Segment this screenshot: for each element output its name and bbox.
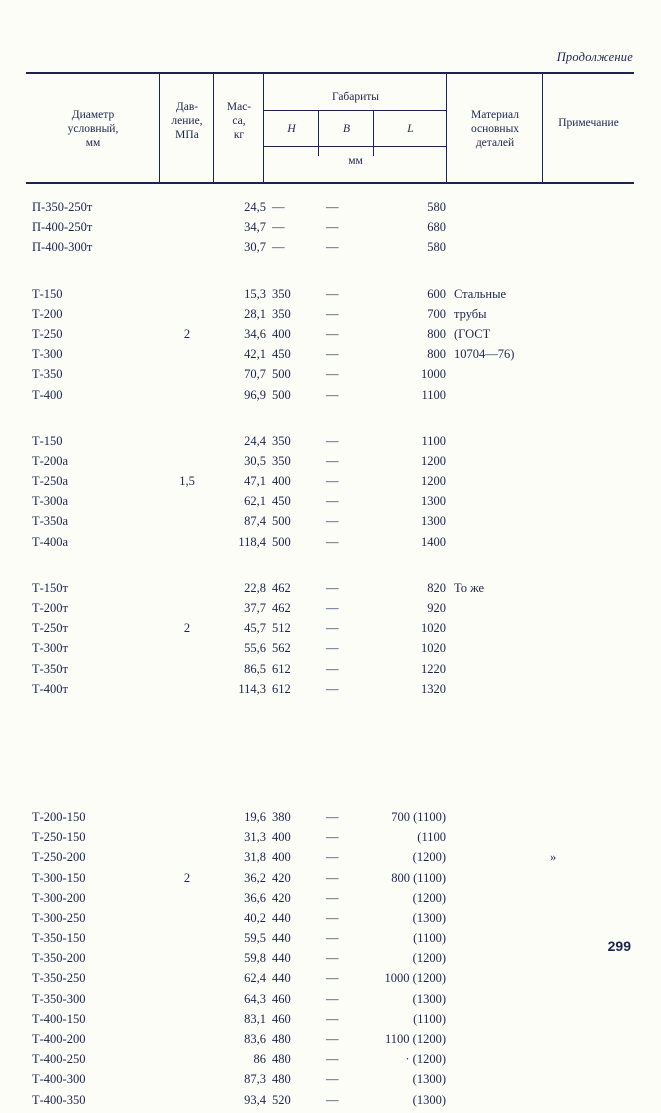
cell-diameter: Т-300-250 xyxy=(32,910,86,925)
cell-mass: 34,7 xyxy=(244,220,266,235)
continuation-label: Продолжение xyxy=(556,50,633,64)
cell-mass: 83,1 xyxy=(244,1011,266,1026)
cell-l: 700 xyxy=(427,306,446,321)
cell-b: — xyxy=(326,494,339,509)
cell-diameter: П-400-300т xyxy=(32,240,93,255)
cell-mass: 83,6 xyxy=(244,1032,266,1046)
table-row xyxy=(26,347,634,367)
cell-mass: 15,3 xyxy=(244,286,266,301)
cell-b: — xyxy=(326,387,339,402)
cell-h: 460 xyxy=(272,991,291,1006)
cell-h: 462 xyxy=(272,580,291,595)
cell-l: 580 xyxy=(427,240,446,255)
cell-l: (1200) xyxy=(412,850,446,865)
header-material: Материал основных деталей xyxy=(470,109,520,150)
cell-diameter: Т-250-150 xyxy=(32,830,86,845)
table-row xyxy=(26,911,634,931)
row-group xyxy=(26,810,634,1113)
spacer xyxy=(26,702,634,810)
cell-l: 920 xyxy=(427,601,446,615)
table-row xyxy=(26,621,634,641)
cell-mass: 96,9 xyxy=(244,387,266,402)
cell-l: 700 (1100) xyxy=(391,809,446,824)
cell-b: — xyxy=(326,474,339,489)
cell-h: 500 xyxy=(272,367,291,382)
cell-l: 1300 xyxy=(421,514,446,529)
cell-h: 440 xyxy=(272,951,291,966)
cell-mass: 93,4 xyxy=(244,1092,266,1107)
cell-material: 10704—76) xyxy=(454,347,515,362)
cell-l: 800 (1100) xyxy=(391,870,446,885)
table-row xyxy=(26,514,634,534)
cell-l: 1200 xyxy=(421,474,446,489)
cell-h: 520 xyxy=(272,1092,291,1107)
spacer xyxy=(26,408,634,434)
cell-diameter: Т-300-150 xyxy=(32,870,86,885)
cell-b: — xyxy=(326,681,339,696)
cell-mass: 22,8 xyxy=(244,580,266,595)
table-row xyxy=(26,1093,634,1113)
cell-l: 1000 (1200) xyxy=(384,971,446,986)
cell-b: — xyxy=(326,621,339,636)
cell-l: 1220 xyxy=(421,661,446,676)
header-units: мм xyxy=(348,155,363,167)
header-mass: Мас- са, кг xyxy=(226,101,252,142)
cell-h: 420 xyxy=(272,890,291,905)
cell-diameter: Т-400-150 xyxy=(32,1011,86,1026)
cell-h: 512 xyxy=(272,621,291,636)
cell-b: — xyxy=(326,890,339,905)
table-row xyxy=(26,1012,634,1032)
table-row xyxy=(26,454,634,474)
cell-mass: 31,3 xyxy=(244,830,266,845)
table-row xyxy=(26,1072,634,1092)
cell-mass: 37,7 xyxy=(244,601,266,615)
cell-h: 500 xyxy=(272,534,291,549)
cell-h: 450 xyxy=(272,494,291,509)
row-group xyxy=(26,287,634,408)
table-body xyxy=(26,184,634,1113)
table-row xyxy=(26,601,634,621)
cell-diameter: Т-150т xyxy=(32,580,69,595)
cell-l: 600 xyxy=(427,286,446,301)
table-row xyxy=(26,850,634,870)
cell-h: — xyxy=(272,220,285,235)
cell-l: 1020 xyxy=(421,641,446,656)
header-h: H xyxy=(287,123,296,135)
cell-b: — xyxy=(326,580,339,595)
cell-h: 500 xyxy=(272,387,291,402)
cell-b: — xyxy=(326,1032,339,1046)
cell-diameter: П-350-250т xyxy=(32,200,93,214)
cell-l: 1100 (1200) xyxy=(385,1032,446,1046)
cell-diameter: Т-300т xyxy=(32,641,69,656)
table-header xyxy=(26,72,634,184)
cell-mass: 86,5 xyxy=(244,661,266,676)
header-note: Примечание xyxy=(558,117,619,129)
spacer xyxy=(26,184,634,200)
cell-b: — xyxy=(326,951,339,966)
cell-l: (1100) xyxy=(413,1011,446,1026)
cell-h: 400 xyxy=(272,830,291,845)
cell-diameter: Т-350-200 xyxy=(32,951,86,966)
cell-h: 480 xyxy=(272,1072,291,1087)
cell-material: Стальные xyxy=(454,286,507,301)
header-l: L xyxy=(407,123,414,135)
cell-b: — xyxy=(326,514,339,529)
cell-mass: 62,1 xyxy=(244,494,266,509)
header-divider xyxy=(264,146,447,147)
cell-diameter: Т-200 xyxy=(32,306,63,321)
cell-l: (1100 xyxy=(417,830,446,845)
cell-b: — xyxy=(326,830,339,845)
spacer xyxy=(26,555,634,581)
row-group xyxy=(26,200,634,261)
table-row xyxy=(26,474,634,494)
cell-diameter: Т-400т xyxy=(32,681,69,696)
cell-b: — xyxy=(326,661,339,676)
cell-l: (1100) xyxy=(413,931,446,946)
cell-mass: 87,4 xyxy=(244,514,266,529)
cell-b: — xyxy=(326,991,339,1006)
cell-diameter: Т-400а xyxy=(32,534,69,549)
cell-b: — xyxy=(326,326,339,341)
cell-h: 480 xyxy=(272,1052,291,1067)
cell-b: — xyxy=(326,286,339,301)
cell-b: — xyxy=(326,1072,339,1087)
cell-b: — xyxy=(326,1052,339,1067)
table-row xyxy=(26,951,634,971)
cell-l: 1000 xyxy=(421,367,446,382)
cell-diameter: Т-350 xyxy=(32,367,63,382)
cell-mass: 114,3 xyxy=(238,681,266,696)
header-pressure: Дав- ление, МПа xyxy=(171,101,203,142)
table-row xyxy=(26,581,634,601)
cell-h: 612 xyxy=(272,661,291,676)
cell-diameter: Т-350т xyxy=(32,661,69,676)
cell-diameter: Т-400-200 xyxy=(32,1032,86,1046)
cell-h: 400 xyxy=(272,850,291,865)
cell-h: 350 xyxy=(272,286,291,301)
table-row xyxy=(26,220,634,240)
cell-l: · (1200) xyxy=(405,1052,446,1067)
cell-diameter: Т-300а xyxy=(32,494,69,509)
cell-mass: 28,1 xyxy=(244,306,266,321)
cell-diameter: Т-350-250 xyxy=(32,971,86,986)
cell-h: 500 xyxy=(272,514,291,529)
cell-diameter: Т-400-250 xyxy=(32,1052,86,1067)
cell-mass: 30,5 xyxy=(244,453,266,468)
cell-l: 800 xyxy=(427,347,446,362)
header-divider xyxy=(264,110,447,111)
cell-l: (1300) xyxy=(412,991,446,1006)
cell-mass: 40,2 xyxy=(244,910,266,925)
table-row xyxy=(26,662,634,682)
cell-mass: 47,1 xyxy=(244,474,266,489)
header-dimensions: Габариты xyxy=(331,91,380,103)
cell-diameter: Т-350а xyxy=(32,514,69,529)
cell-h: 380 xyxy=(272,809,291,824)
cell-b: — xyxy=(326,306,339,321)
cell-h: 350 xyxy=(272,306,291,321)
table-row xyxy=(26,287,634,307)
spacer xyxy=(26,261,634,287)
header-b: B xyxy=(342,123,351,135)
cell-pressure: 1,5 xyxy=(179,474,195,489)
cell-b: — xyxy=(326,850,339,865)
cell-pressure: 2 xyxy=(183,326,191,341)
cell-mass: 62,4 xyxy=(244,971,266,986)
cell-b: — xyxy=(326,453,339,468)
cell-l: (1300) xyxy=(412,1092,446,1107)
table-row xyxy=(26,830,634,850)
cell-pressure: 2 xyxy=(183,621,191,636)
cell-mass: 34,6 xyxy=(244,326,266,341)
table-row xyxy=(26,931,634,951)
table-row xyxy=(26,535,634,555)
cell-l: 1400 xyxy=(421,534,446,549)
cell-diameter: Т-250-200 xyxy=(32,850,86,865)
cell-mass: 30,7 xyxy=(244,240,266,255)
cell-l: (1300) xyxy=(412,910,446,925)
cell-h: 462 xyxy=(272,601,291,615)
table-row xyxy=(26,810,634,830)
cell-l: 1300 xyxy=(421,494,446,509)
cell-l: 1100 xyxy=(421,433,446,448)
cell-diameter: Т-200а xyxy=(32,453,69,468)
cell-h: 562 xyxy=(272,641,291,656)
cell-mass: 42,1 xyxy=(244,347,266,362)
table-row xyxy=(26,200,634,220)
table-row xyxy=(26,992,634,1012)
cell-l: 680 xyxy=(427,220,446,235)
cell-mass: 36,6 xyxy=(244,890,266,905)
cell-mass: 59,5 xyxy=(244,931,266,946)
cell-b: — xyxy=(326,534,339,549)
cell-h: 612 xyxy=(272,681,291,696)
cell-b: — xyxy=(326,220,339,235)
cell-diameter: Т-300 xyxy=(32,347,63,362)
table-row xyxy=(26,367,634,387)
cell-l: (1200) xyxy=(412,890,446,905)
cell-b: — xyxy=(326,433,339,448)
table-row xyxy=(26,1052,634,1072)
cell-l: 580 xyxy=(427,200,446,214)
cell-diameter: Т-400-300 xyxy=(32,1072,86,1087)
cell-mass: 55,6 xyxy=(244,641,266,656)
cell-l: 1320 xyxy=(421,681,446,696)
cell-note: » xyxy=(550,850,557,865)
cell-b: — xyxy=(326,1011,339,1026)
table-row xyxy=(26,1032,634,1052)
cell-h: 400 xyxy=(272,326,291,341)
header-diameter: Диаметр условный, мм xyxy=(67,109,119,150)
cell-diameter: Т-400 xyxy=(32,387,63,402)
table-row xyxy=(26,871,634,891)
table-row xyxy=(26,307,634,327)
cell-h: — xyxy=(272,200,285,214)
cell-b: — xyxy=(326,347,339,362)
cell-mass: 87,3 xyxy=(244,1072,266,1087)
cell-mass: 36,2 xyxy=(244,870,266,885)
cell-b: — xyxy=(326,1092,339,1107)
cell-h: — xyxy=(272,240,285,255)
cell-h: 460 xyxy=(272,1011,291,1026)
table-row xyxy=(26,971,634,991)
cell-l: 1200 xyxy=(421,453,446,468)
cell-mass: 59,8 xyxy=(244,951,266,966)
cell-b: — xyxy=(326,367,339,382)
cell-b: — xyxy=(326,641,339,656)
cell-diameter: Т-350-300 xyxy=(32,991,86,1006)
cell-l: 800 xyxy=(427,326,446,341)
cell-diameter: Т-150 xyxy=(32,433,63,448)
cell-mass: 86 xyxy=(253,1052,266,1067)
cell-diameter: Т-200т xyxy=(32,601,69,615)
specification-table xyxy=(26,72,634,1113)
cell-diameter: Т-400-350 xyxy=(32,1092,86,1107)
cell-diameter: Т-250 xyxy=(32,326,63,341)
cell-h: 440 xyxy=(272,971,291,986)
cell-h: 400 xyxy=(272,474,291,489)
cell-l: 1100 xyxy=(421,387,446,402)
cell-b: — xyxy=(326,931,339,946)
row-group xyxy=(26,434,634,555)
table-row xyxy=(26,434,634,454)
cell-h: 480 xyxy=(272,1032,291,1046)
cell-mass: 45,7 xyxy=(244,621,266,636)
cell-l: 1020 xyxy=(421,621,446,636)
cell-mass: 70,7 xyxy=(244,367,266,382)
cell-h: 440 xyxy=(272,931,291,946)
cell-h: 350 xyxy=(272,433,291,448)
table-row xyxy=(26,494,634,514)
table-row xyxy=(26,682,634,702)
cell-h: 440 xyxy=(272,910,291,925)
cell-material: трубы xyxy=(454,306,487,321)
cell-h: 450 xyxy=(272,347,291,362)
cell-diameter: Т-200-150 xyxy=(32,809,86,824)
cell-h: 420 xyxy=(272,870,291,885)
cell-l: (1200) xyxy=(412,951,446,966)
cell-diameter: Т-250а xyxy=(32,474,69,489)
cell-pressure: 2 xyxy=(183,870,191,885)
cell-material: (ГОСТ xyxy=(454,326,491,341)
cell-mass: 64,3 xyxy=(244,991,266,1006)
row-group xyxy=(26,581,634,702)
cell-b: — xyxy=(326,200,339,214)
table-row xyxy=(26,641,634,661)
cell-mass: 118,4 xyxy=(238,534,266,549)
cell-mass: 31,8 xyxy=(244,850,266,865)
cell-b: — xyxy=(326,870,339,885)
cell-diameter: Т-300-200 xyxy=(32,890,86,905)
cell-mass: 24,5 xyxy=(244,200,266,214)
cell-b: — xyxy=(326,910,339,925)
table-row xyxy=(26,891,634,911)
page-number: 299 xyxy=(607,938,631,954)
cell-diameter: Т-150 xyxy=(32,286,63,301)
cell-b: — xyxy=(326,240,339,255)
cell-diameter: П-400-250т xyxy=(32,220,93,235)
cell-b: — xyxy=(326,809,339,824)
cell-material: То же xyxy=(454,580,485,595)
cell-b: — xyxy=(326,971,339,986)
cell-mass: 24,4 xyxy=(244,433,266,448)
cell-l: (1300) xyxy=(412,1072,446,1087)
cell-diameter: Т-250т xyxy=(32,621,69,636)
table-row xyxy=(26,388,634,408)
cell-mass: 19,6 xyxy=(244,809,266,824)
table-row xyxy=(26,327,634,347)
cell-diameter: Т-350-150 xyxy=(32,931,86,946)
cell-l: 820 xyxy=(427,580,446,595)
cell-h: 350 xyxy=(272,453,291,468)
cell-b: — xyxy=(326,601,339,615)
table-row xyxy=(26,240,634,260)
